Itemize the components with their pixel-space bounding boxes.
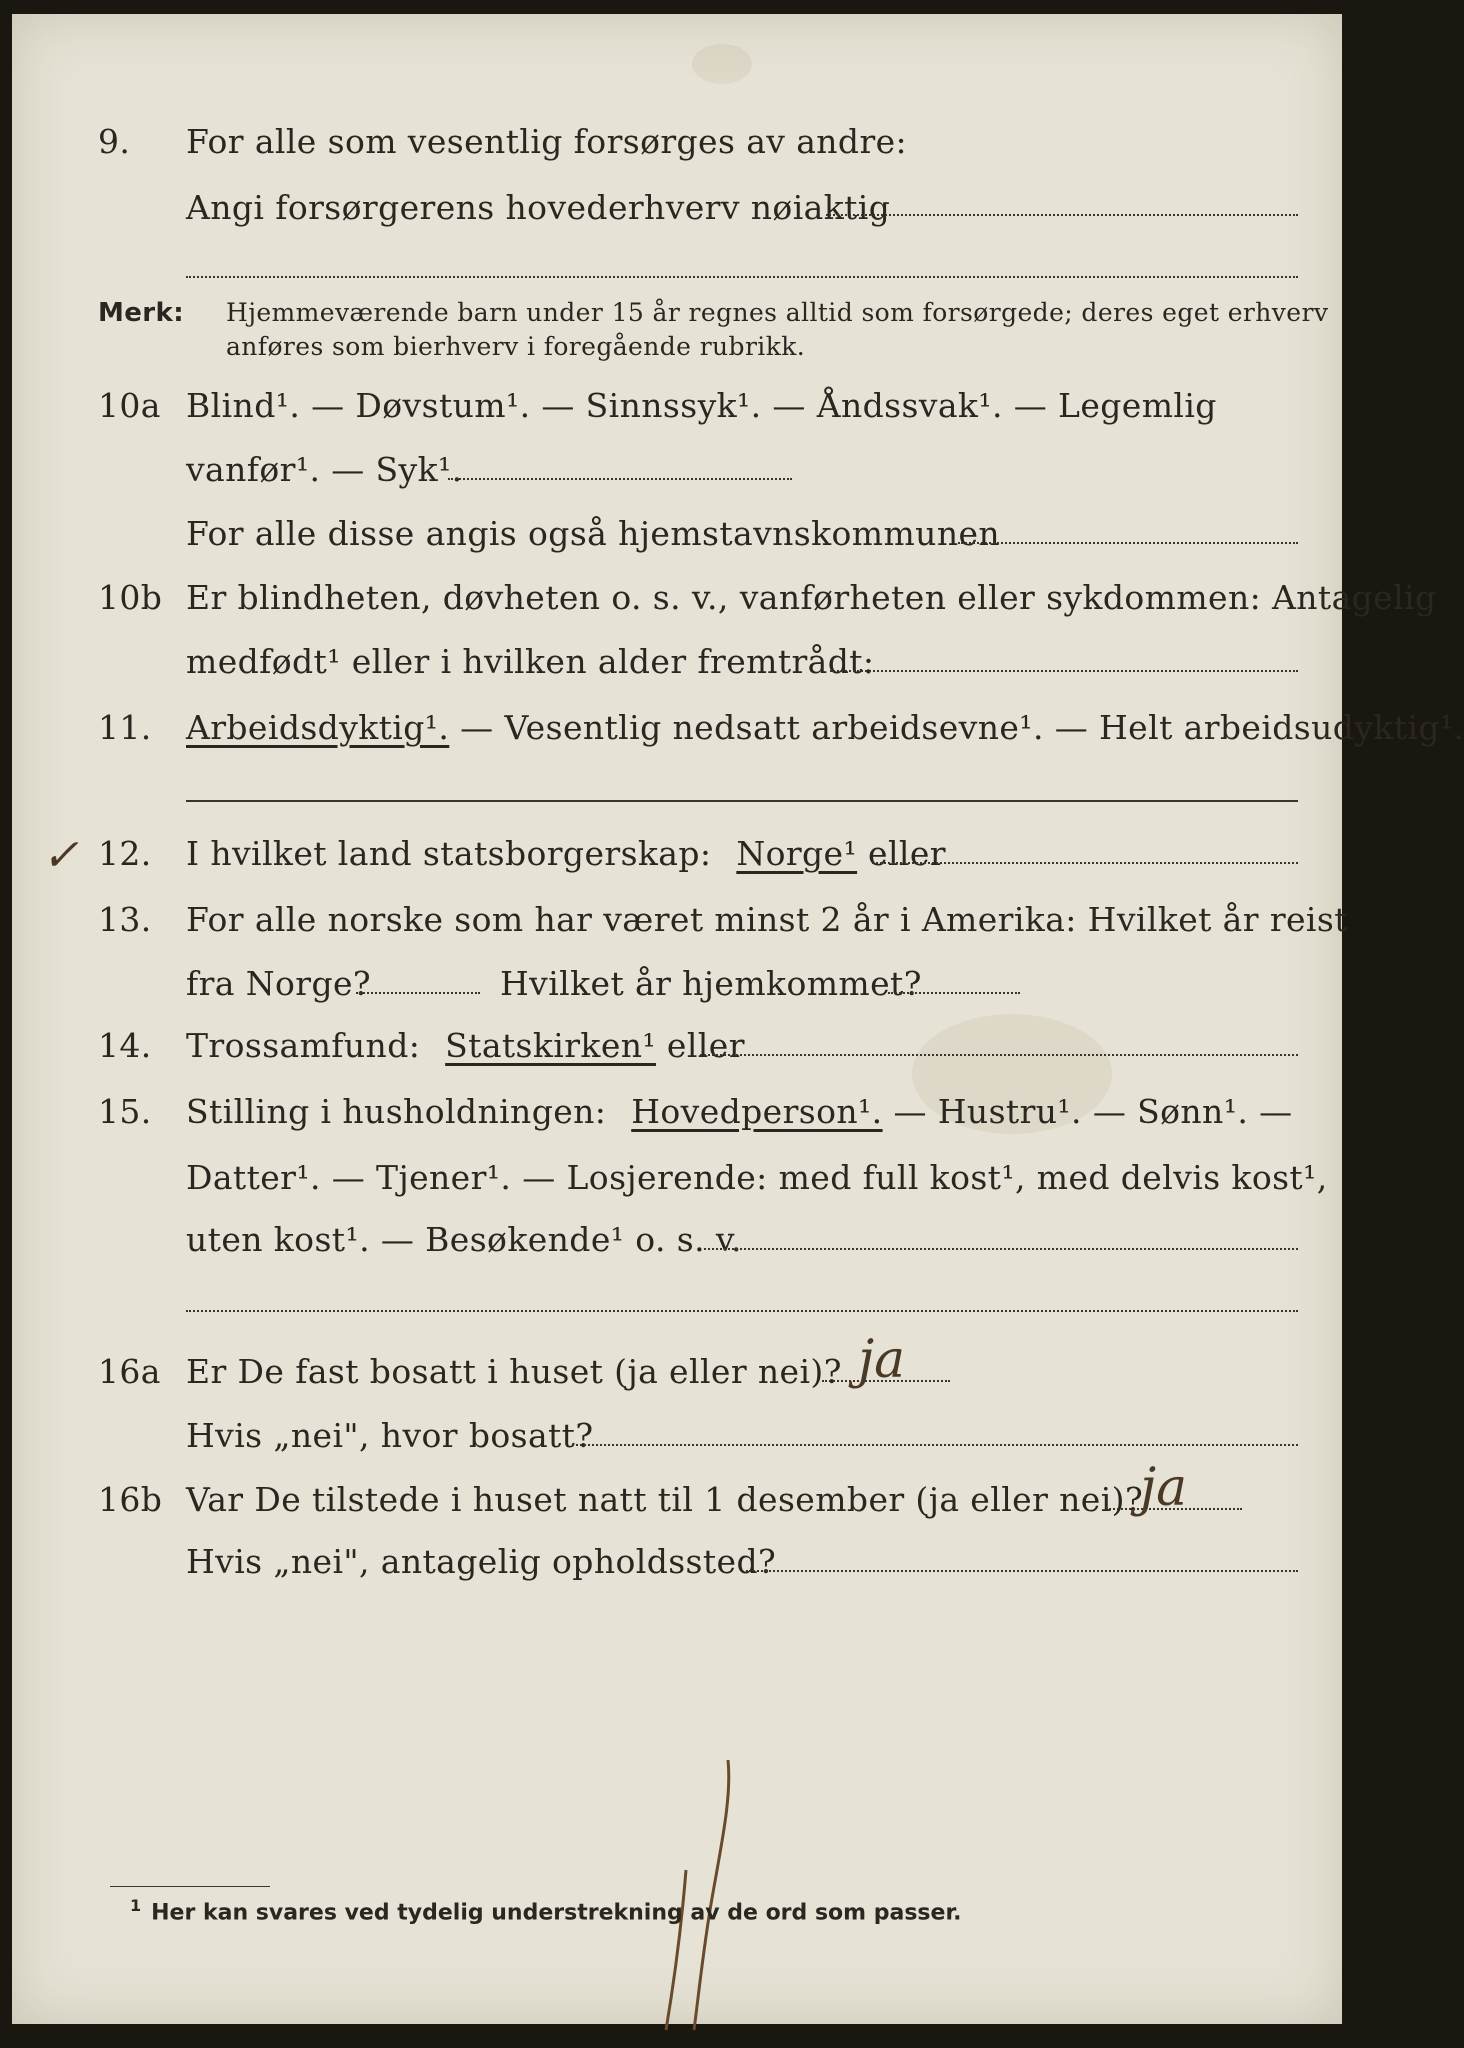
q10b-text: Er blindheten, døvheten o. s. v., vanførheten eller sykdommen: Antagelig <box>186 578 1437 617</box>
q14-underlined-choice[interactable]: Statskirken¹ <box>445 1026 657 1065</box>
q11-text-rest: — Vesentlig nedsatt arbeidsevne¹. — Helt arbeidsudyktig¹. <box>449 708 1464 747</box>
merk-text: Hjemmeværende barn under 15 år regnes alltid som forsørgede; deres eget erhverv <box>226 298 1329 327</box>
q14-text <box>186 1026 745 1066</box>
q15-text-3: uten kost¹. — Besøkende¹ o. s. v. <box>186 1220 742 1259</box>
paper-stain <box>692 44 752 84</box>
q15-text-2: Datter¹. — Tjener¹. — Losjerende: med full kost¹, med delvis kost¹, <box>186 1158 1328 1197</box>
q16b-text: Var De tilstede i huset natt til 1 desember (ja eller nei)? <box>186 1480 1144 1519</box>
q12-text-pre: I hvilket land statsborgerskap: <box>186 834 712 873</box>
merk-text-2: anføres som bierhverv i foregående rubrikk. <box>226 332 806 361</box>
pencil-mark-icon <box>640 1740 760 2040</box>
q12-text <box>186 834 946 874</box>
q15-answer-line[interactable] <box>704 1248 1298 1250</box>
q16a-handwritten-answer: ja <box>858 1330 906 1390</box>
q16b-number: 16b <box>98 1480 163 1519</box>
footnote-text: Her kan svares ved tydelig understrekning av de ord som passer. <box>151 1900 962 1926</box>
q15-answer-line-2[interactable] <box>186 1310 1298 1312</box>
q16a-text-2: Hvis „nei", hvor bosatt? <box>186 1416 594 1455</box>
q10a-text-3: For alle disse angis også hjemstavnskommunen <box>186 514 1001 553</box>
q16b-text-2: Hvis „nei", antagelig opholdssted? <box>186 1542 777 1581</box>
q16a-number: 16a <box>98 1352 161 1391</box>
q10a-text-2: vanfør¹. — Syk¹. <box>186 450 463 489</box>
q11-answer-line[interactable] <box>186 800 1298 802</box>
q12-number: 12. <box>98 834 152 873</box>
q15-text-pre: Stilling i husholdningen: <box>186 1092 607 1131</box>
margin-check-mark: ✓ <box>42 830 79 881</box>
q9-text-2: Angi forsørgerens hovederhverv nøiaktig <box>186 188 891 227</box>
q9-answer-line[interactable] <box>826 214 1298 216</box>
q14-text-post: eller <box>656 1026 745 1065</box>
q13-text-2a: fra Norge? <box>186 964 372 1003</box>
q10b-number: 10b <box>98 578 163 617</box>
q16b-answer-line-2[interactable] <box>746 1570 1298 1572</box>
q11-number: 11. <box>98 708 152 747</box>
q13-year-left-line[interactable] <box>356 992 480 994</box>
q12-answer-line[interactable] <box>872 862 1298 864</box>
q10b-text-2: medfødt¹ eller i hvilken alder fremtrådt: <box>186 642 875 681</box>
footnote <box>130 1896 962 1925</box>
q15-number: 15. <box>98 1092 152 1131</box>
q15-text <box>186 1092 1293 1132</box>
q14-number: 14. <box>98 1026 152 1065</box>
q9-text: For alle som vesentlig forsørges av andre: <box>186 122 908 161</box>
q16b-handwritten-answer: ja <box>1140 1458 1188 1518</box>
q10a-number: 10a <box>98 386 161 425</box>
q11-text <box>186 708 1464 748</box>
q12-underlined-choice[interactable]: Norge¹ <box>736 834 858 873</box>
q9-number: 9. <box>98 122 131 161</box>
q10a-answer-line-2[interactable] <box>958 542 1298 544</box>
q13-text: For alle norske som har været minst 2 år i Amerika: Hvilket år reist <box>186 900 1348 939</box>
q10a-text: Blind¹. — Døvstum¹. — Sinnssyk¹. — Åndssvak¹. — Legemlig <box>186 386 1217 425</box>
footnote-rule <box>110 1886 270 1887</box>
q13-text-2b: Hvilket år hjemkommet? <box>500 964 922 1003</box>
q14-text-pre: Trossamfund: <box>186 1026 421 1065</box>
q11-underlined-choice[interactable]: Arbeidsdyktig¹. <box>186 708 450 747</box>
q13-year-returned-line[interactable] <box>888 992 1020 994</box>
q13-number: 13. <box>98 900 152 939</box>
q12-text-post: eller <box>857 834 946 873</box>
q16a-text: Er De fast bosatt i huset (ja eller nei)? <box>186 1352 842 1391</box>
merk-label: Merk: <box>98 298 185 328</box>
footnote-marker: 1 <box>130 1896 142 1915</box>
q15-text-post: — Hustru¹. — Sønn¹. — <box>882 1092 1293 1131</box>
q10b-answer-line[interactable] <box>830 670 1298 672</box>
q9-answer-line-2[interactable] <box>186 276 1298 278</box>
q14-answer-line[interactable] <box>700 1054 1298 1056</box>
q10a-answer-line[interactable] <box>448 478 792 480</box>
q15-underlined-choice[interactable]: Hovedperson¹. <box>631 1092 883 1131</box>
q16a-answer-line-2[interactable] <box>572 1444 1298 1446</box>
